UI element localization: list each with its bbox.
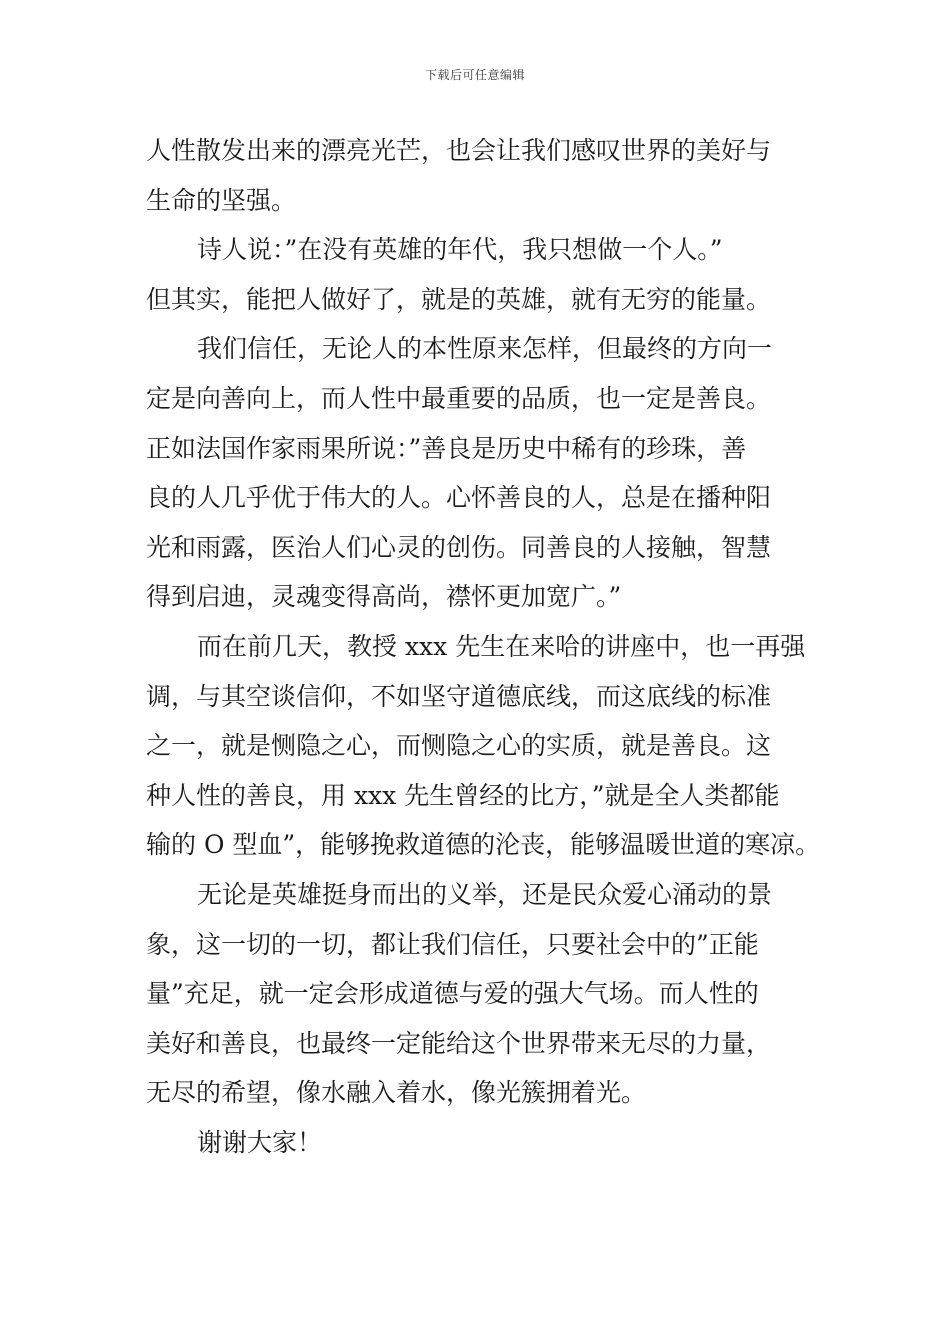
page-header: 下载后可任意编辑 (424, 68, 525, 82)
text-line: 象，这一切的一切，都让我们信任，只要社会中的”正能 (146, 929, 759, 959)
document-body (146, 126, 821, 1167)
text-line: 调，与其空谈信仰，不如坚守道德底线，而这底线的标准 (146, 681, 772, 711)
text-line: 美好和善良，也最终一定能给这个世界带来无尽的力量， (146, 1028, 772, 1058)
text-line: 无论是英雄挺身而出的义举，还是民众爱心涌动的景 (197, 879, 773, 909)
text-line: 良的人几乎优于伟大的人。心怀善良的人，总是在播种阳 (146, 483, 772, 513)
text-line: 诗人说：”在没有英雄的年代，我只想做一个人。” (197, 235, 723, 265)
text-line: 我们信任，无论人的本性原来怎样，但最终的方向一 (197, 334, 773, 364)
text-line: 生命的坚强。 (146, 185, 297, 215)
text-line: 得到启迪，灵魂变得高尚，襟怀更加宽广。” (146, 582, 622, 612)
text-line: 人性散发出来的漂亮光芒，也会让我们感叹世界的美好与 (146, 136, 772, 165)
text-line: 谢谢大家！ (197, 1127, 323, 1157)
text-line: 量”充足，就一定会形成道德与爱的强大气场。而人性的 (146, 979, 759, 1009)
text-line: 正如法国作家雨果所说：”善良是历史中稀有的珍珠，善 (146, 433, 747, 463)
text-line: 定是向善向上，而人性中最重要的品质，也一定是善良。 (146, 383, 772, 413)
text-line: 光和雨露，医治人们心灵的创伤。同善良的人接触，智慧 (146, 532, 772, 562)
text-line: 而在前几天，教授 xxx 先生在来哈的讲座中，也一再强 (197, 631, 806, 661)
text-line: 之一，就是恻隐之心，而恻隐之心的实质，就是善良。这 (146, 731, 772, 761)
text-line: 无尽的希望，像水融入着水，像光簇拥着光。 (146, 1078, 647, 1108)
text-line: 种人性的善良，用 xxx 先生曾经的比方，”就是全人类都能 (146, 780, 780, 810)
text-line: 但其实，能把人做好了，就是的英雄，就有无穷的能量。 (146, 284, 772, 314)
text-line: 输的 O 型血”，能够挽救道德的沦丧，能够温暖世道的寒凉。 (146, 830, 821, 860)
